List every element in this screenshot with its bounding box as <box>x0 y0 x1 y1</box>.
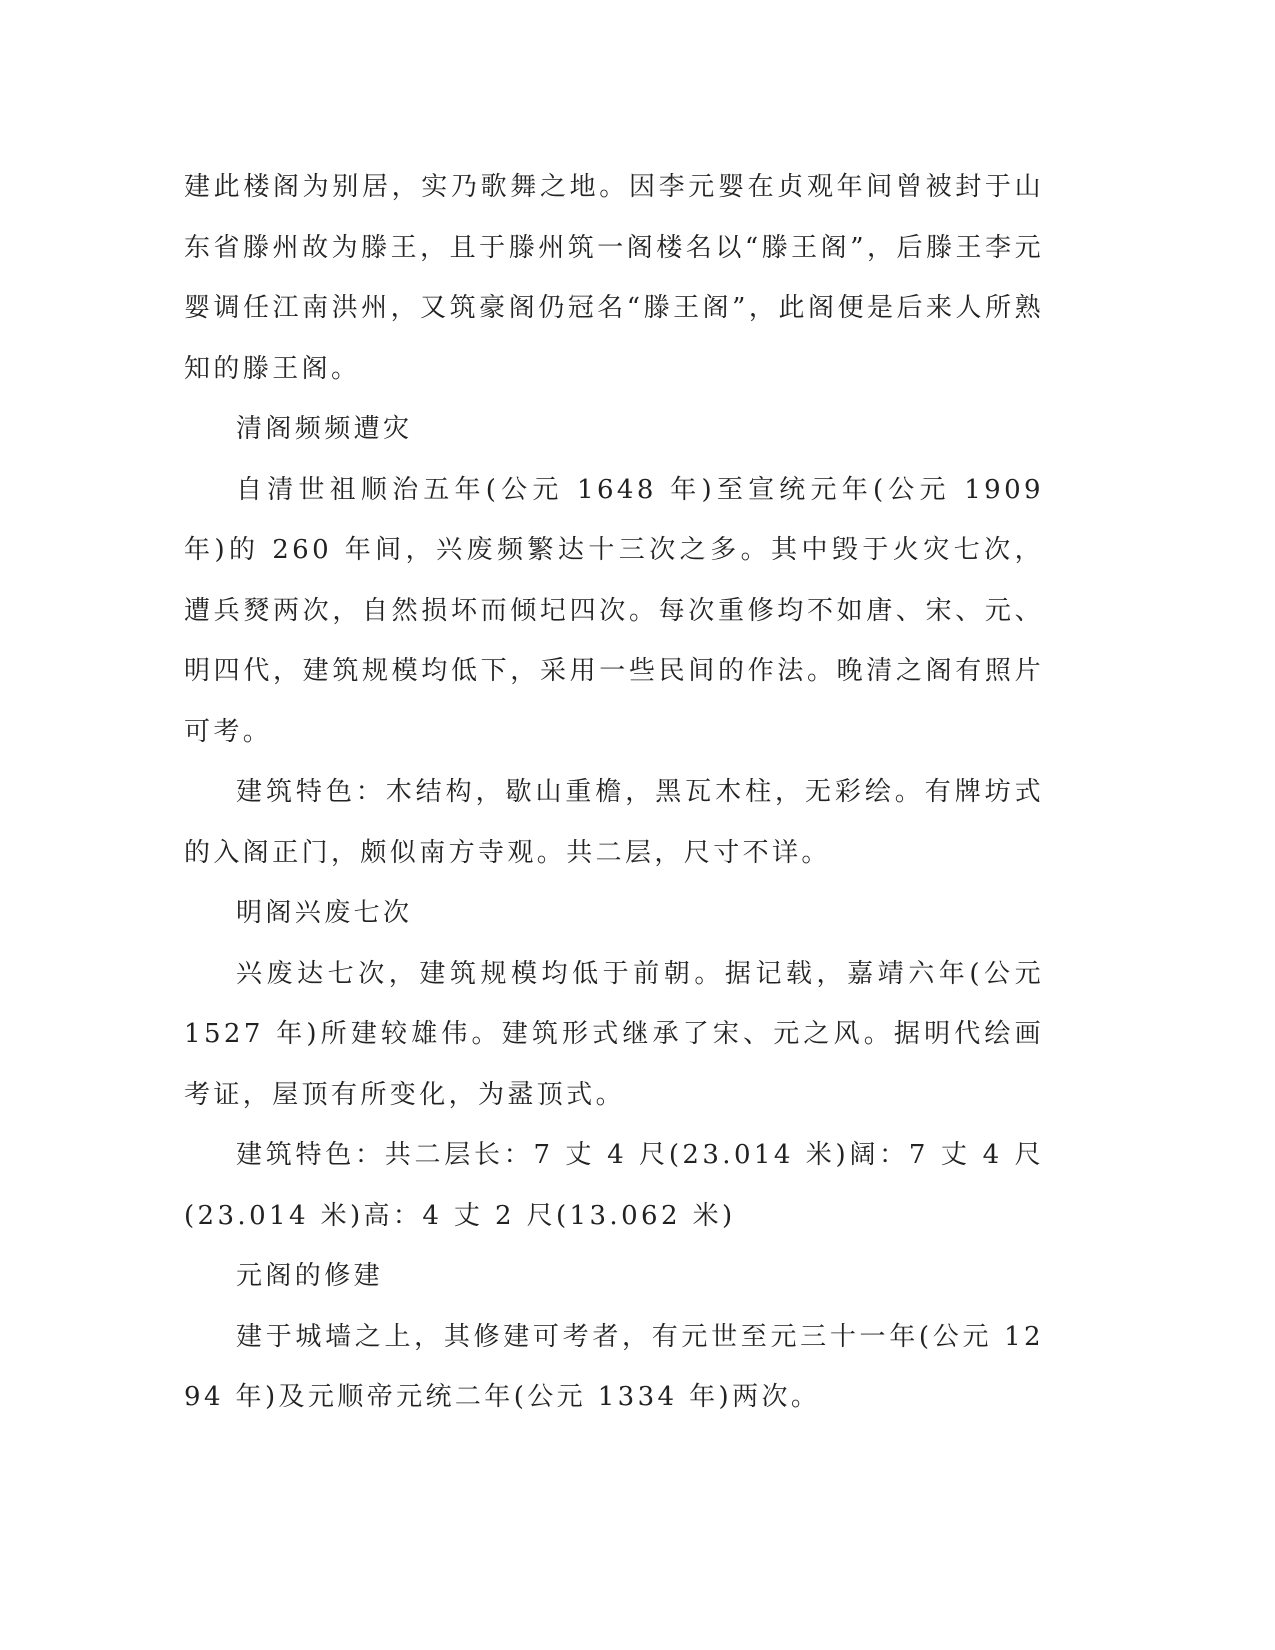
heading-yuan-pavilion: 元阁的修建 <box>236 1261 384 1291</box>
paragraph-qing-features: 建筑特色：木结构，歇山重檐，黑瓦木柱，无彩绘。有牌坊式的入阁正门，颇似南方寺观。共二层，尺寸不详。 <box>184 777 1044 868</box>
paragraph-ming-features: 建筑特色：共二层长：7 丈 4 尺(23.014 米)阔：7 丈 4 尺(23.014 米)高：4 丈 2 尺(13.062 米) <box>184 1140 1044 1231</box>
heading-ming-pavilion: 明阁兴废七次 <box>236 898 413 928</box>
heading-qing-pavilion: 清阁频频遭灾 <box>236 414 413 444</box>
paragraph-ming-history: 兴废达七次，建筑规模均低于前朝。据记载，嘉靖六年(公元 1527 年)所建较雄伟。建筑形式继承了宋、元之风。据明代绘画考证，屋顶有所变化，为盝顶式。 <box>184 958 1044 1110</box>
paragraph-yuan-history: 建于城墙之上，其修建可考者，有元世至元三十一年(公元 1294 年)及元顺帝元统二年(公元 1334 年)两次。 <box>184 1321 1044 1412</box>
paragraph-origin: 建此楼阁为别居，实乃歌舞之地。因李元婴在贞观年间曾被封于山东省滕州故为滕王，且于滕州筑一阁楼名以“滕王阁”，后滕王李元婴调任江南洪州，又筑豪阁仍冠名“滕王阁”，此阁便是后来人所熟知的滕王阁。 <box>184 172 1044 384</box>
paragraph-qing-history: 自清世祖顺治五年(公元 1648 年)至宣统元年(公元 1909 年)的 260 年间，兴废频繁达十三次之多。其中毁于火灾七次，遭兵燹两次，自然损坏而倾圮四次。每次重修均不如唐、宋、元、明四代，建筑规模均低下，采用一些民间的作法。晚清之阁有照片可考。 <box>184 474 1044 747</box>
document-body <box>184 157 1044 1428</box>
